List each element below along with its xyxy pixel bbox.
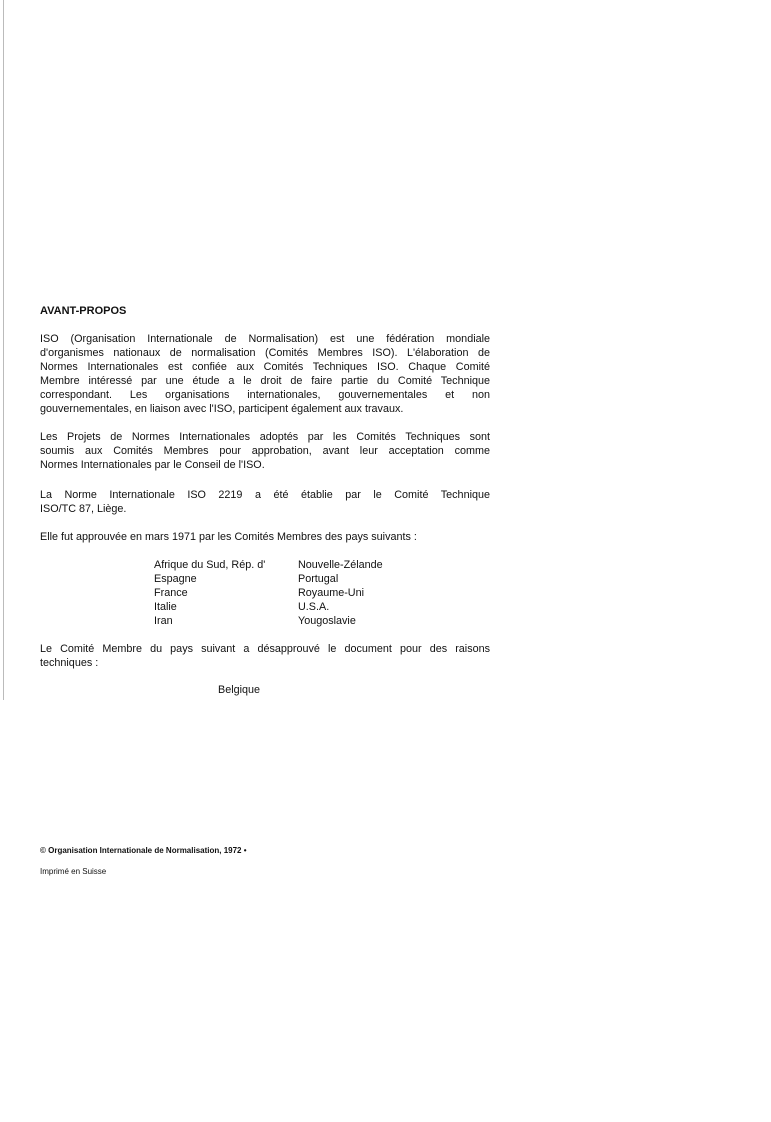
text-line: correspondant. Les organisations internationales, gouvernementales et non: [40, 389, 490, 401]
country: Iran: [154, 615, 173, 627]
country: Portugal: [298, 573, 339, 585]
country: Royaume-Uni: [298, 587, 365, 599]
text-line: soumis aux Comités Membres pour approbation, avant leur acceptation comme: [40, 445, 490, 457]
country: U.S.A.: [298, 601, 330, 613]
text-line: Normes Internationales par le Conseil de l'ISO.: [40, 459, 265, 471]
text-line: Membre intéressé par une étude a le droit de faire partie du Comité Technique: [40, 375, 490, 387]
text-line: d'organismes nationaux de normalisation (Comités Membres ISO). L'élaboration de: [40, 347, 490, 359]
paragraph-iso-intro: [40, 332, 490, 416]
text-line: ISO/TC 87, Liège.: [40, 503, 127, 515]
text-line: Elle fut approuvée en mars 1971 par les Comités Membres des pays suivants :: [40, 531, 417, 543]
approving-countries-col2: [298, 558, 383, 628]
text-line: La Norme Internationale ISO 2219 a été établie par le Comité Technique: [40, 489, 490, 501]
paragraph-disapproval: [40, 642, 490, 670]
approving-countries-col1: [154, 558, 265, 628]
text-line: Le Comité Membre du pays suivant a désapprouvé le document pour des raisons: [40, 643, 490, 655]
country: France: [154, 587, 188, 599]
paragraph-standard: [40, 488, 490, 516]
heading: AVANT-PROPOS: [40, 305, 127, 317]
country: Italie: [154, 601, 177, 613]
page-edge: [3, 0, 4, 700]
paragraph-projects: [40, 430, 490, 472]
disapproving-country: Belgique: [218, 684, 261, 696]
country: Yougoslavie: [298, 615, 356, 627]
country: Espagne: [154, 573, 197, 585]
country: Nouvelle-Zélande: [298, 559, 383, 571]
text-line: ISO (Organisation Internationale de Normalisation) est une fédération mondiale: [40, 333, 490, 345]
printed-in: Imprimé en Suisse: [40, 867, 107, 876]
paragraph-approval: [40, 530, 490, 544]
text-line: techniques :: [40, 657, 99, 669]
text-line: Les Projets de Normes Internationales adoptés par les Comités Techniques sont: [40, 431, 490, 443]
text-line: Normes Internationales est confiée aux Comités Techniques ISO. Chaque Comité: [40, 361, 490, 373]
text-line: gouvernementales, en liaison avec l'ISO, participent également aux travaux.: [40, 403, 404, 415]
copyright: © Organisation Internationale de Normalisation, 1972 •: [40, 846, 247, 855]
country: Afrique du Sud, Rép. d': [154, 559, 266, 571]
